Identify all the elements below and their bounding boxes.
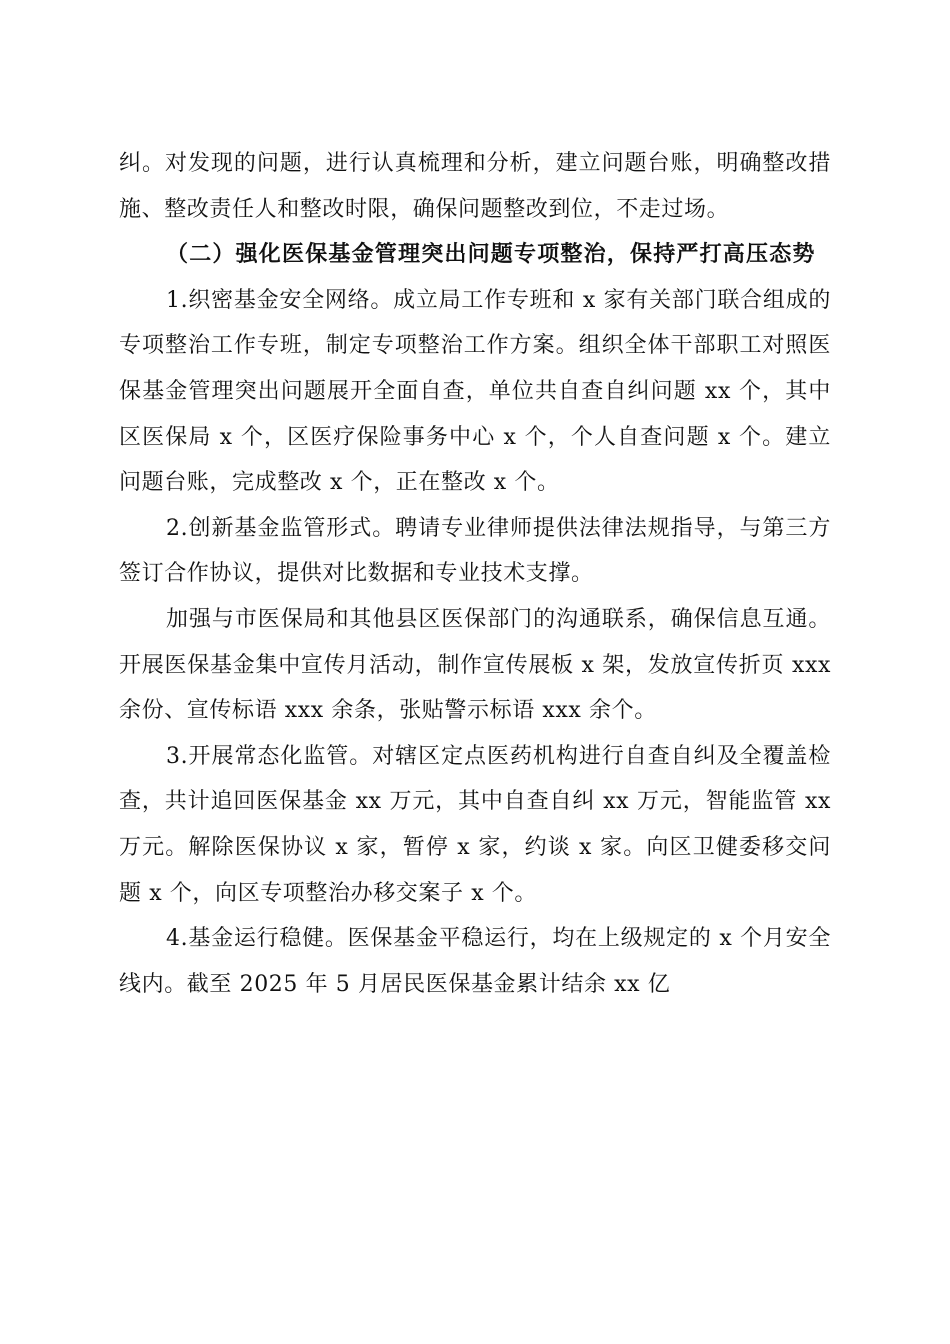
paragraph-item-2: 2.创新基金监管形式。聘请专业律师提供法律法规指导，与第三方签订合作协议，提供对比数据和专业技术支撑。 [119, 515, 831, 587]
document-body [119, 141, 831, 1007]
paragraph-item-3: 3.开展常态化监管。对辖区定点医药机构进行自查自纠及全覆盖检查，共计追回医保基金 xx 万元，其中自查自纠 xx 万元，智能监管 xx 万元。解除医保协议 x 家，暂停 x 家，约谈 x 家。向区卫健委移交问题 x 个，向区专项整治办移交案子 x 个。 [119, 743, 831, 906]
paragraph-item-4: 4.基金运行稳健。医保基金平稳运行，均在上级规定的 x 个月安全线内。截至 2025 年 5 月居民医保基金累计结余 xx 亿 [119, 926, 831, 997]
paragraph-continuation: 纠。对发现的问题，进行认真梳理和分析，建立问题台账，明确整改措施、整改责任人和整改时限，确保问题整改到位，不走过场。 [119, 151, 831, 222]
section-heading: （二）强化医保基金管理突出问题专项整治，保持严打高压态势 [166, 241, 816, 268]
paragraph-item-2-continuation: 加强与市医保局和其他县区医保部门的沟通联系，确保信息互通。开展医保基金集中宣传月活动，制作宣传展板 x 架，发放宣传折页 xxx 余份、宣传标语 xxx 余条，张贴警示标语 xxx 余个。 [119, 606, 831, 724]
paragraph-item-1: 1.织密基金安全网络。成立局工作专班和 x 家有关部门联合组成的专项整治工作专班，制定专项整治工作方案。组织全体干部职工对照医保基金管理突出问题展开全面自查，单位共自查自纠问题 xx 个，其中区医保局 x 个，区医疗保险事务中心 x 个，个人自查问题 x 个。建立问题台账，完成整改 x 个，正在整改 x 个。 [119, 287, 831, 496]
